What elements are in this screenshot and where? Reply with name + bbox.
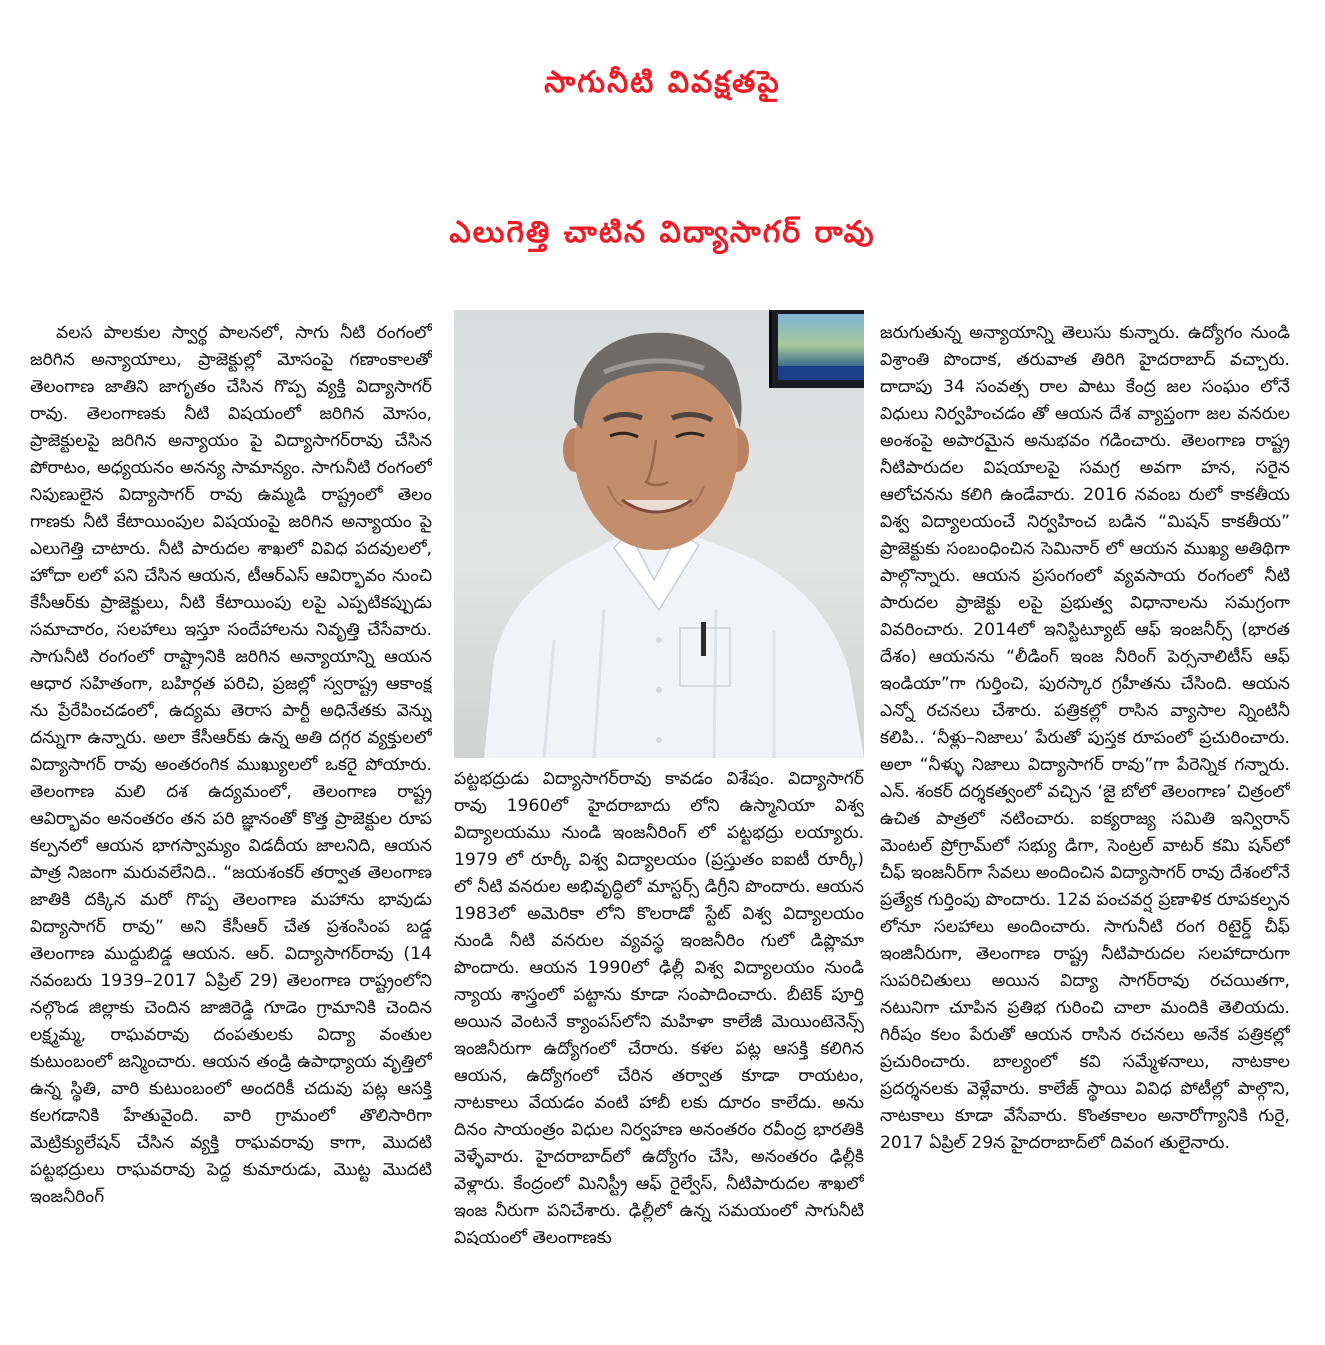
article-column-2-text: పట్టభద్రుడు విద్యాసాగర్‌రావు కావడం విశేషం. విద్యాసాగర్ రావు 1960లో హైదరాబాదు లోని ఉస్మానియా విశ్వ విద్యాలయము నుండి ఇంజనీరింగ్ లో పట్టభద్రు లయ్యారు. 1979 లో రూర్కీ విశ్వ విద్యాలయం (ప్రస్తుతం ఐఐటీ రూర్కీ) లో నీటి వనరుల అభివృద్ధిలో మాస్టర్స్ డిగ్రీని పొందారు. ఆయన 1983లో అమెరికా లోని కొలరాడో స్టేట్ విశ్వ విద్యాలయం నుండి నీటి వనరుల వ్యవస్థ ఇంజనీరిం గులో డిప్లొమా పొందారు. ఆయన 1990లో ఢిల్లీ విశ్వ విద్యాలయం నుండి న్యాయ శాస్త్రంలో పట్టాను కూడా సంపాదించారు. బీటెక్ పూర్తి అయిన వెంటనే క్యాంపస్‌లోని మహిళా కాలేజీ మెయింటెనెన్స్ ఇంజినీరుగా ఉద్యోగంలో చేరారు. కళల పట్ల ఆసక్తి కలిగిన ఆయన, ఉద్యోగంలో చేరిన తర్వాత కూడా రాయటం, నాటకాలు వేయడం వంటి హాబీ లకు దూరం కాలేదు. అను దినం సాయంత్రం విధుల నిర్వహణ అనంతరం రవీంద్ర భారతికి వెళ్ళేవారు. హైదరాబాద్‌లో ఉద్యోగం చేసి, అనంతరం ఢిల్లీకి వెళ్లారు. కేంద్రంలో మినిస్ట్రీ ఆఫ్ రైల్వేస్, నీటిపారుదల శాఖలో ఇంజ నీరుగా పనిచేశారు. ఢిల్లీలో ఉన్న సమయంలో సాగునీటి విషయంలో తెలంగాణకు	[454, 769, 864, 1248]
headline-line-1: సాగునీటి వివక్షతపై	[544, 65, 781, 100]
person-portrait-icon	[454, 310, 864, 758]
portrait-photo	[454, 310, 864, 758]
headline-line-2: ఎలుగెత్తి చాటిన విద్యాసాగర్ రావు	[449, 215, 876, 250]
article-column-1	[30, 320, 432, 1330]
article-column-3-text: జరుగుతున్న అన్యాయాన్ని తెలుసు కున్నారు. ఉద్యోగం నుండి విశ్రాంతి పొందాక, తరువాత తిరిగి హైదరాబాద్ వచ్చారు. దాదాపు 34 సంవత్స రాల పాటు కేంద్ర జల సంఘం లోనే విధులు నిర్వహించడం తో ఆయన దేశ వ్యాప్తంగా జల వనరుల అంశంపై అపారమైన అనుభవం గడించారు. తెలంగాణ రాష్ట్ర నీటిపారుదల విషయాలపై సమగ్ర అవగా హన, సరైన ఆలోచనను కలిగి ఉండేవారు. 2016 నవంబ రులో కాకతీయ విశ్వ విద్యాలయంచే నిర్వహించ బడిన “మిషన్ కాకతీయ” ప్రాజెక్టుకు సంబంధించిన సెమినార్ లో ఆయన ముఖ్య అతిథిగా పాల్గొన్నారు. ఆయన ప్రసంగంలో వ్యవసాయ రంగంలో నీటి పారుదల ప్రాజెక్టు లపై ప్రభుత్వ విధానాలను సమగ్రంగా వివరించారు. 2014లో ఇనిస్టిట్యూట్ ఆఫ్ ఇంజనీర్స్ (భారత దేశం) ఆయనను “లీడింగ్ ఇంజ నీరింగ్ పెర్సనాలిటీస్ ఆఫ్ ఇండియా”గా గుర్తించి, పురస్కార గ్రహీతను చేసింది. ఆయన ఎన్నో రచనలు చేశారు. పత్రికల్లో రాసిన వ్యాసాల న్నింటినీ కలిపి.. ‘నీళ్లు–నిజాలు’ పేరుతో పుస్తక రూపంలో ప్రచురించారు. అలా “నీళ్ళు నిజాలు విద్యాసాగర్ రావు”గా పేరెన్నిక గన్నారు. ఎన్. శంకర్ దర్శకత్వంలో వచ్చిన ‘జై బోలో తెలంగాణ’ చిత్రంలో ఉచిత పాత్రలో నటించారు. ఐక్యరాజ్య సమితి ఇన్విరాన్ మెంటల్ ప్రోగ్రామ్‌లో సభ్యు డిగా, సెంట్రల్ వాటర్ కమి షన్‌లో చీఫ్ ఇంజనీర్‌గా సేవలు అందించిన విద్యాసాగర్ రావు దేశంలోనే ప్రత్యేక గుర్తింపు పొందారు. 12వ పంచవర్ష ప్రణాళిక రూపకల్పన లోనూ సలహాలు అందించారు. సాగునీటి రంగ రిటైర్డ్ చీఫ్ ఇంజినీరుగా, తెలంగాణ రాష్ట్ర నీటిపారుదల సలహాదారుగా సుపరిచితులు అయిన విద్యా సాగర్‌రావు రచయితగా, నటునిగా చూపిన ప్రతిభ గురించి చాలా మందికి తెలియదు. గిరీషం కలం పేరుతో ఆయన రాసిన రచనలు అనేక పత్రికల్లో ప్రచురించారు. బాల్యంలో కవి సమ్మేళనాలు, నాటకాల ప్రదర్శనలకు వెళ్లేవారు. కాలేజ్ స్థాయి వివిధ పోటీల్లో పాల్గొని, నాటకాలు కూడా వేసేవారు. కొంతకాలం అనారోగ్యానికి గురై, 2017 ఏప్రిల్ 29న హైదరాబాద్‌లో దివంగ తులైనారు.	[880, 323, 1290, 1153]
article-column-3	[880, 320, 1290, 1330]
article-column-2	[454, 766, 864, 1336]
article-column-1-text: వలస పాలకుల స్వార్థ పాలనలో, సాగు నీటి రంగంలో జరిగిన అన్యాయాలు, ప్రాజెక్టుల్లో మోసంపై గణాంకాలతో తెలంగాణ జాతిని జాగృతం చేసిన గొప్ప వ్యక్తి విద్యాసాగర్ రావు. తెలంగాణకు నీటి విషయంలో జరిగిన మోసం, ప్రాజెక్టులపై జరిగిన అన్యాయం పై విద్యాసాగర్‌రావు చేసిన పోరాటం, అధ్యయనం అనన్య సామాన్యం. సాగునీటి రంగంలో నిపుణులైన విద్యాసాగర్ రావు ఉమ్మడి రాష్ట్రంలో తెలం గాణకు నీటి కేటాయింపుల విషయంపై జరిగిన అన్యాయం పై ఎలుగెత్తి చాటారు. నీటి పారుదల శాఖలో వివిధ పదవులలో, హోదా లలో పని చేసిన ఆయన, టీఆర్‌ఎస్ ఆవిర్భావం నుంచి కేసీఆర్‌కు ప్రాజెక్టులు, నీటి కేటాయింపు లపై ఎప్పటికప్పుడు సమాచారం, సలహాలు ఇస్తూ సందేహాలను నివృత్తి చేసేవారు. సాగునీటి రంగంలో రాష్ట్రానికి జరిగిన అన్యాయాన్ని ఆయన ఆధార సహితంగా, బహిర్గత పరిచి, ప్రజల్లో స్వరాష్ట్ర ఆకాంక్ష ను ప్రేరేపించడంలో, ఉద్యమ తెరాస పార్టీ అధినేతకు వెన్ను దన్నుగా ఉన్నారు. అలా కేసీఆర్‌కు ఉన్న అతి దగ్గర వ్యక్తులలో విద్యాసాగర్ రావు అంతరంగిక ముఖ్యులలో ఒకరై పోయారు. తెలంగాణ మలి దశ ఉద్యమంలో, తెలంగాణ రాష్ట్ర ఆవిర్భావం అనంతరం తన పరి జ్ఞానంతో కొత్త ప్రాజెక్టుల రూప కల్పనలో ఆయన భాగస్వామ్యం విడదీయ జాలనిది, ఆయన పాత్ర నిజంగా మరువలేనిది.. “జయశంకర్ తర్వాత తెలంగాణ జాతికి దక్కిన మరో గొప్ప తెలంగాణ మహాను భావుడు విద్యాసాగర్ రావు” అని కేసీఆర్ చేత ప్రశంసింప బడ్డ తెలంగాణ ముద్దుబిడ్డ ఆయన. ఆర్. విద్యాసాగర్‌రావు (14 నవంబరు 1939–2017 ఏప్రిల్ 29) తెలంగాణ రాష్ట్రంలోని నల్గొండ జిల్లాకు చెందిన జాజిరెడ్డి గూడెం గ్రామానికి చెందిన లక్ష్మమ్మ, రాఘవరావు దంపతులకు విద్యా వంతుల కుటుంబంలో జన్మించారు. ఆయన తండ్రి ఉపాధ్యాయ వృత్తిలో ఉన్న స్థితి, వారి కుటుంబంలో అందరికీ చదువు పట్ల ఆసక్తి కలగడానికి హేతువైంది. వారి గ్రామంలో తొలిసారిగా మెట్రిక్యులేషన్ చేసిన వ్యక్తి రాఘవరావు కాగా, మొదటి పట్టభద్రులు రాఘవరావు పెద్ద కుమారుడు, మొట్ట మొదటి ఇంజనీరింగ్	[30, 323, 432, 1207]
